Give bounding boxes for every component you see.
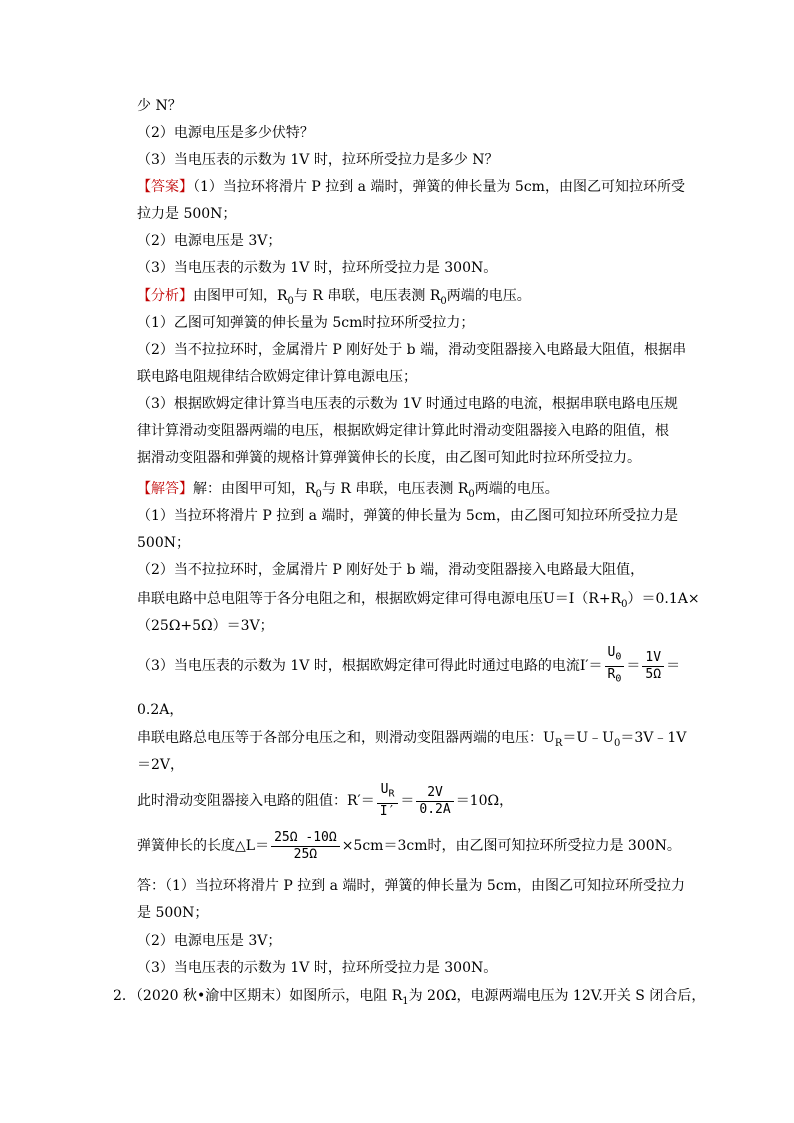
solution-line-4: （2）当不拉拉环时，金属滑片 P 刚好处于 b 端，滑动变阻器接入电路最大阻值， — [137, 562, 645, 578]
final-answer-line-2: 是 500N； — [137, 905, 209, 921]
solution-line-1: 【解答】解：由图甲可知，$R_0$与 R 串联，电压表测 $R_0$两端的电压。 — [137, 481, 559, 500]
analysis-line-3: （2）当不拉拉环时，金属滑片 P 刚好处于 b 端，滑动变阻器接入电路最大阻值，根据串 — [137, 342, 687, 358]
solution-line-6: （25Ω+5Ω）＝3V； — [137, 618, 274, 634]
next-question-header: 2．（2020 秋•渝中区期末）如图所示，电阻 $R_1$为 20Ω，电源两端电压为 12V.开关 S 闭合后， — [113, 988, 706, 1007]
answer-line-4: （3）当电压表的示数为 1V 时，拉环所受拉力是 300N。 — [137, 260, 498, 276]
analysis-line-2: （1）乙图可知弹簧的伸长量为 5cm时拉环所受拉力； — [137, 315, 475, 331]
final-answer-line-1: 答：（1）当拉环将滑片 P 拉到 a 端时，弹簧的伸长量为 5cm，由图乙可知拉环所受拉力 — [137, 878, 685, 894]
question-continuation: 少 N？ — [137, 98, 182, 114]
analysis-line-6: 律计算滑动变阻器两端的电压，根据欧姆定律计算此时滑动变阻器接入电路的阻值，根 — [137, 423, 669, 439]
solution-tag: 【解答】 — [137, 481, 193, 497]
fraction-ur-i: $\frac{U_R}{I'}$ — [377, 782, 399, 820]
solution-line-5: 串联电路中总电阻等于各分电阻之和，根据欧姆定律可得电源电压$U=I(R+R_0)=0.1A\times$ — [137, 591, 700, 610]
fraction-1v-5ohm: $\frac{1V}{5\Omega}$ — [642, 650, 664, 683]
answer-line-3: （2）电源电压是 3V； — [137, 233, 282, 249]
solution-line-current-result: 0.2A， — [137, 702, 184, 718]
analysis-line-1: 【分析】由图甲可知，$R_0$与 R 串联，电压表测 $R_0$两端的电压。 — [137, 288, 531, 307]
solution-current-formula: （3）当电压表的示数为 1V 时，根据欧姆定律可得此时通过电路的电流I′＝ $\frac{U_0}{R_0}$ ＝ $\frac{1V}{5\Omega}$ ＝ — [137, 645, 680, 687]
fraction-length: $\frac{25\Omega -10\Omega}{25\Omega}$ — [271, 830, 340, 863]
solution-length-formula: 弹簧伸长的长度△L＝ $\frac{25\Omega -10\Omega}{25\Omega}$ ×5cm＝3cm时，由乙图可知拉环所受拉力是 300N。 — [137, 829, 681, 862]
analysis-line-7: 据滑动变阻器和弹簧的规格计算弹簧伸长的长度，由乙图可知此时拉环所受拉力。 — [137, 450, 641, 466]
final-answer-line-4: （3）当电压表的示数为 1V 时，拉环所受拉力是 300N。 — [137, 960, 498, 976]
answer-line-1: 【答案】（1）当拉环将滑片 P 拉到 a 端时，弹簧的伸长量为 5cm，由图乙可知拉环所受 — [137, 179, 685, 195]
solution-line-2: （1）当拉环将滑片 P 拉到 a 端时，弹簧的伸长量为 5cm，由乙图可知拉环所受拉力是 — [137, 508, 678, 524]
answer-line-2: 拉力是 500N； — [137, 206, 237, 222]
analysis-line-5: （3）根据欧姆定律计算当电压表的示数为 1V 时通过电路的电流，根据串联电路电压规 — [137, 396, 678, 412]
question-part-2: （2）电源电压是多少伏特？ — [137, 125, 314, 141]
fraction-u0-r0: $\frac{U_0}{R_0}$ — [605, 645, 625, 687]
question-part-3: （3）当电压表的示数为 1V 时，拉环所受拉力是多少 N？ — [137, 152, 499, 168]
final-answer-line-3: （2）电源电压是 3V； — [137, 933, 282, 949]
solution-voltage-result: ＝2V， — [137, 757, 185, 773]
solution-resistance-formula: 此时滑动变阻器接入电路的阻值：R′＝ $\frac{U_R}{I'}$ ＝ $\frac{2V}{0.2A}$ ＝10Ω， — [137, 782, 514, 819]
analysis-line-4: 联电路电阻规律结合欧姆定律计算电源电压； — [137, 369, 417, 385]
solution-line-3: 500N； — [137, 535, 190, 551]
analysis-tag: 【分析】 — [137, 288, 193, 304]
answer-tag: 【答案】 — [137, 179, 193, 195]
solution-voltage-line: 串联电路总电压等于各部分电压之和，则滑动变阻器两端的电压：$U_R=U﹣U_0=3V﹣1V$ — [137, 730, 687, 749]
fraction-2v-0-2a: $\frac{2V}{0.2A}$ — [416, 785, 453, 818]
